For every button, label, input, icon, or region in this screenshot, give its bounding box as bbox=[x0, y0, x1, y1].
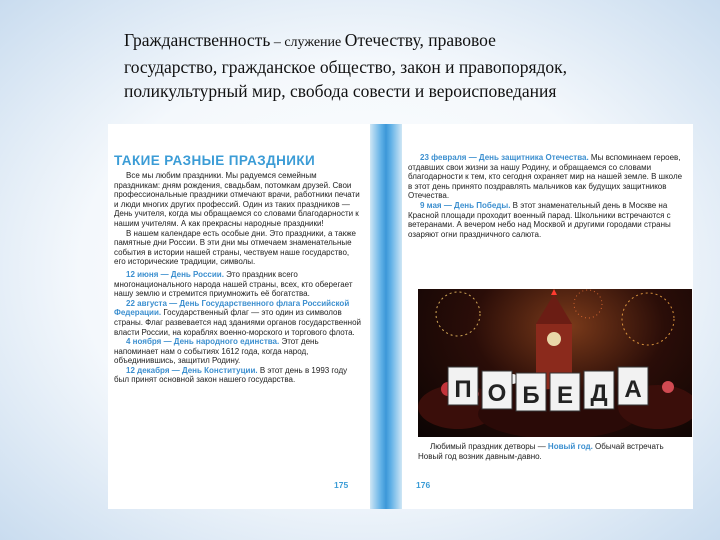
page-number: 175 bbox=[334, 480, 349, 490]
paragraph: 22 августа — День Государственного флага Российской Федерации. Государственный флаг — это один из символов страны. Флаг развевается над зданиями органов государственной власти России, на кораблях военно-морского и торгового флота. bbox=[114, 298, 361, 337]
holiday-date: 9 мая — День Победы. bbox=[420, 200, 511, 210]
victory-day-photo bbox=[418, 289, 692, 437]
right-page bbox=[402, 124, 693, 509]
sign-letter: А bbox=[624, 376, 642, 403]
paragraph: 12 декабря — День Конституции. В этот день в 1993 году был принят основной закон нашего государства. bbox=[114, 365, 348, 385]
sign-letter: П bbox=[454, 376, 472, 403]
sign-letter: О bbox=[487, 380, 507, 407]
sign-letter: Б bbox=[522, 382, 540, 409]
sign-letter: Д bbox=[590, 380, 608, 407]
page-number: 176 bbox=[416, 480, 431, 490]
right-page-caption bbox=[418, 442, 688, 461]
textbook-spread bbox=[108, 124, 693, 509]
holiday-date: 23 февраля — День защитника Отечества. bbox=[420, 153, 589, 162]
book-spine bbox=[370, 124, 402, 509]
holiday-date: Новый год. bbox=[547, 442, 593, 451]
title-line-1: Гражданственность – служение Отечеству, правовое bbox=[124, 30, 496, 50]
slide-title bbox=[124, 28, 684, 103]
left-page-text bbox=[114, 171, 362, 385]
holiday-date: 12 декабря — День Конституции. bbox=[126, 365, 258, 375]
paragraph: Все мы любим праздники. Мы радуемся семейным праздникам: дням рождения, свадьбам, потомкам друзей. Свои профессиональные праздники отмечают врачи, работники печати и люди многих других профессий. Один из таких праздников — День учителя, когда мы обращаемся со словами благодарности к нашим учителям. А как прекрасны народные праздники! bbox=[114, 171, 360, 228]
page-heading: ТАКИЕ РАЗНЫЕ ПРАЗДНИКИ bbox=[114, 153, 316, 168]
paragraph: 12 июня — День России. Это праздник всего многонационального народа нашей страны, всех, кто оберегает нашу землю и стремится приумножить её богатства. bbox=[114, 269, 353, 299]
left-page bbox=[108, 124, 370, 509]
paragraph: 23 февраля — День защитника Отечества. Мы вспоминаем героев, отдавших свои жизни за нашу Родину, и обращаемся со словами благодарности к тем, кто сегодня охраняет мир на нашей земле. В школе в этот день принято поздравлять мальчиков как будущих защитников Отечества. bbox=[408, 153, 683, 201]
holiday-date: 4 ноября — День народного единства. bbox=[126, 337, 280, 347]
title-line-3: поликультурный мир, свобода совести и вероисповедания bbox=[124, 81, 557, 101]
holiday-date: 22 августа — День Государственного флага Российской Федерации. bbox=[114, 298, 350, 318]
holiday-date: 12 июня — День России. bbox=[126, 269, 224, 279]
title-line-2: государство, гражданское общество, закон и правопорядок, bbox=[124, 57, 568, 77]
sign-letter: Е bbox=[556, 382, 574, 409]
paragraph: 9 мая — День Победы. В этот знаменательный день в Москве на Красной площади проходит военный парад. Школьники встречаются с ветеранами. А вечером небо над Москвой и другими городами страны озаряют огни праздничного салюта. bbox=[408, 200, 671, 239]
paragraph: В нашем календаре есть особые дни. Это праздники, а также памятные дни России. В эти дни мы отмечаем знаменательные события в истории нашей страны, чествуем наше государство, его исторические традиции, символы. bbox=[114, 228, 357, 267]
paragraph: 4 ноября — День народного единства. Этот день напоминает нам о событиях 1612 года, когда народ, объединившись, защитил Родину. bbox=[114, 337, 319, 366]
photo-illustration bbox=[418, 289, 692, 437]
right-page-text bbox=[408, 153, 688, 239]
paragraph: Любимый праздник детворы — Новый год. Обычай встречать Новый год возник давным-давно. bbox=[418, 442, 664, 461]
